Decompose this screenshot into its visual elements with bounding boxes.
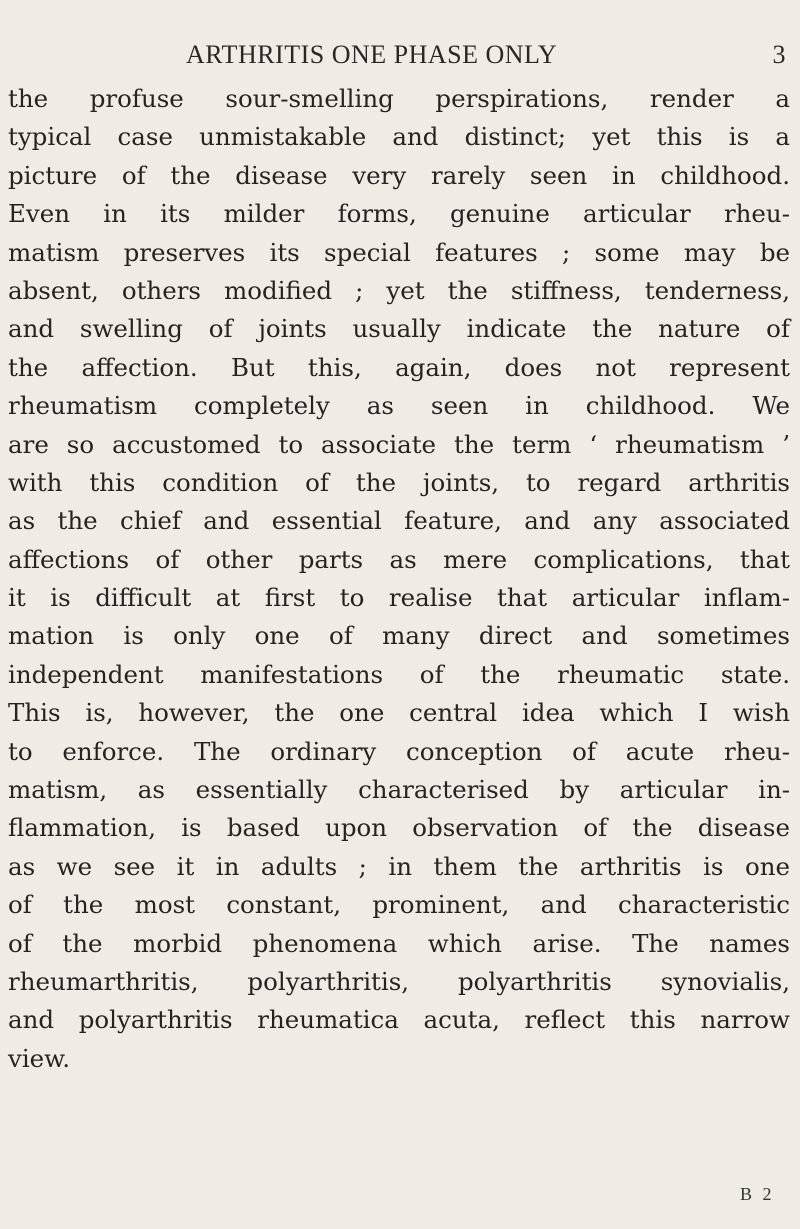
text-line: independent manifestations of the rheumatic state. xyxy=(8,659,790,689)
body-text xyxy=(8,80,790,1078)
text-line-last: view. xyxy=(8,1043,71,1073)
text-line: Even in its milder forms, genuine articular rheu- xyxy=(8,199,790,229)
text-line: the affection. But this, again, does not represent xyxy=(8,352,790,382)
running-head xyxy=(150,40,790,72)
text-line: to enforce. The ordinary conception of acute rheu- xyxy=(8,736,790,766)
signature-mark: B 2 xyxy=(740,1184,775,1204)
text-line: with this condition of the joints, to regard arthritis xyxy=(8,467,790,497)
text-line: as we see it in adults ; in them the arthritis is one xyxy=(8,851,790,881)
text-line: flammation, is based upon observation of the disease xyxy=(8,813,790,843)
text-line: This is, however, the one central idea which I wish xyxy=(8,698,790,728)
text-line: absent, others modified ; yet the stiffness, tenderness, xyxy=(8,275,790,305)
text-line: mation is only one of many direct and sometimes xyxy=(8,621,790,651)
text-line: picture of the disease very rarely seen in childhood. xyxy=(8,160,790,190)
text-line: as the chief and essential feature, and any associated xyxy=(8,506,790,536)
running-title: ARTHRITIS ONE PHASE ONLY xyxy=(186,40,558,69)
text-line: it is difficult at first to realise that articular inflam- xyxy=(8,583,790,613)
text-line: rheumatism completely as seen in childhood. We xyxy=(8,391,790,421)
text-line: are so accustomed to associate the term ‘ rheumatism ’ xyxy=(8,429,790,459)
text-line: affections of other parts as mere complications, that xyxy=(8,544,790,574)
text-line: and polyarthritis rheumatica acuta, reflect this narrow xyxy=(8,1005,790,1035)
text-line: matism preserves its special features ; some may be xyxy=(8,237,790,267)
text-line: rheumarthritis, polyarthritis, polyarthritis synovialis, xyxy=(8,966,790,996)
text-line: matism, as essentially characterised by articular in- xyxy=(8,775,790,805)
text-line: and swelling of joints usually indicate the nature of xyxy=(8,314,790,344)
text-line: of the most constant, prominent, and characteristic xyxy=(8,890,790,920)
text-line: typical case unmistakable and distinct; yet this is a xyxy=(8,122,790,152)
page-number: 3 xyxy=(772,40,786,69)
text-line: the profuse sour-smelling perspirations, render a xyxy=(8,84,790,113)
text-line: of the morbid phenomena which arise. The names xyxy=(8,928,790,958)
